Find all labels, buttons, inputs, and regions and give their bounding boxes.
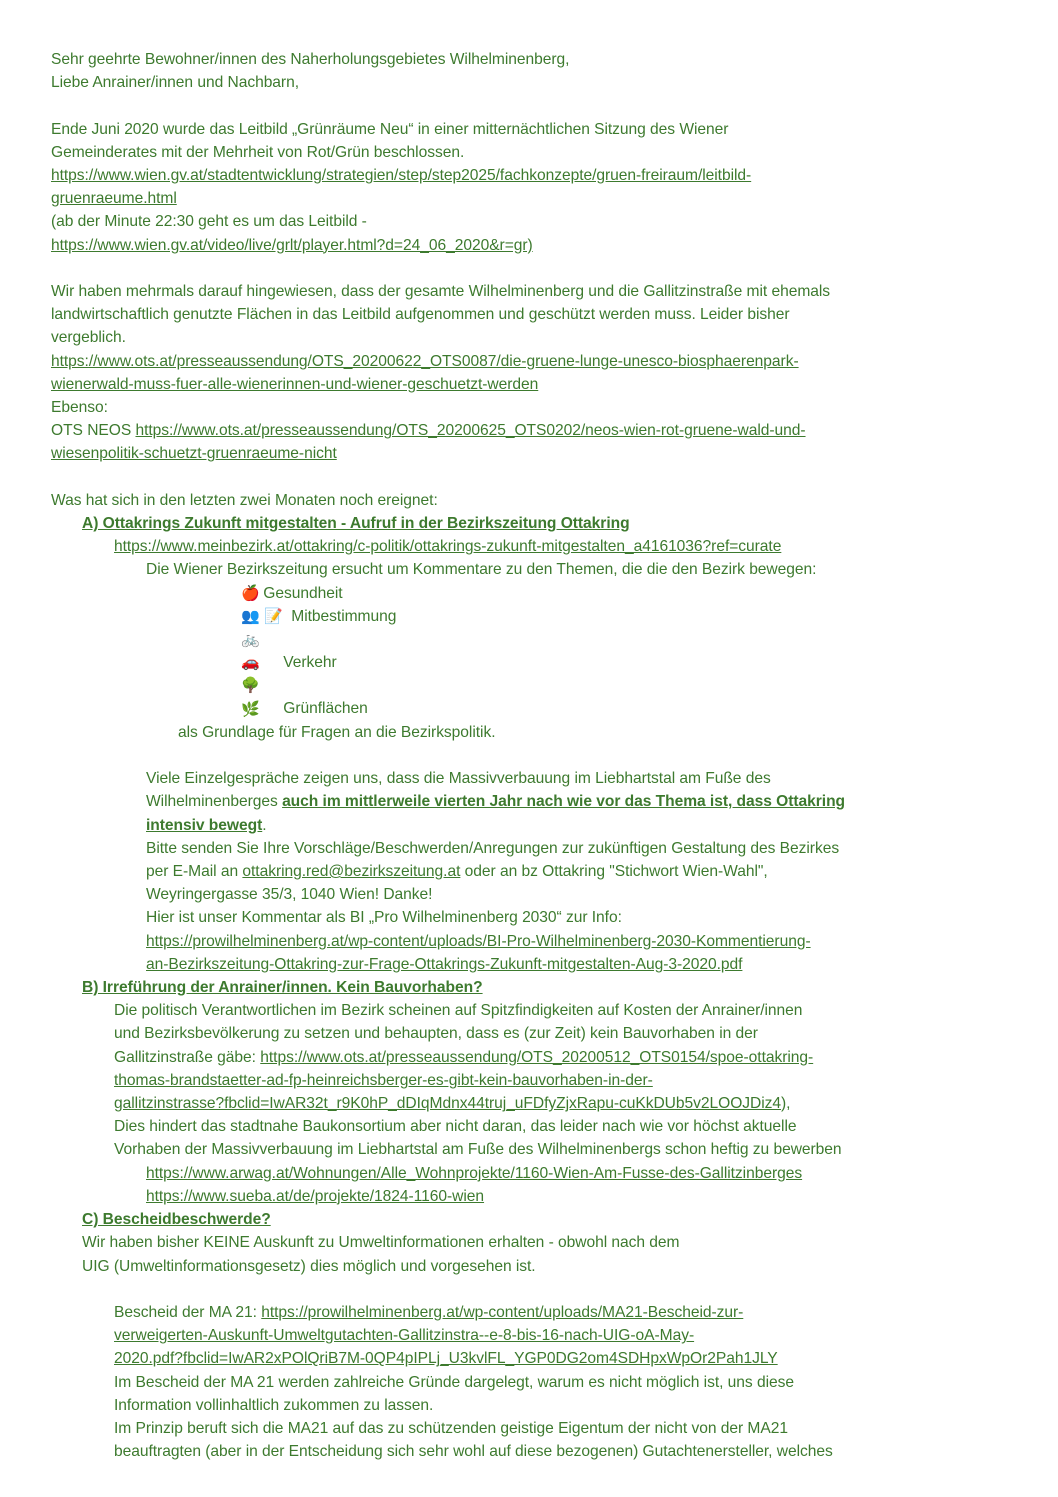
ots-link-2-part-2[interactable]: wiesenpolitik-schuetzt-gruenraeume-nicht (51, 445, 337, 463)
bike-car-icon: 🚲 🚗 (241, 630, 260, 672)
leitbild-link-part-2[interactable]: gruenraeume.html (51, 190, 177, 208)
bescheid-label: Bescheid der MA 21: (114, 1303, 257, 1321)
section-a-p7: Hier ist unser Kommentar als BI „Pro Wilhelminenberg 2030“ zur Info: (146, 909, 622, 927)
intro-text-2: Gemeinderates mit der Mehrheit von Rot/Grün beschlossen. (51, 143, 465, 161)
apple-icon: 🍎 (241, 583, 260, 602)
section-c-heading: C) Bescheidbeschwerde? (82, 1211, 271, 1229)
section-c-l4: Information vollinhaltlich zukommen zu lassen. (114, 1396, 434, 1414)
section-b-l5: Vorhaben der Massivverbauung im Liebhartstal am Fuße des Wilhelminenbergs schon heftig zu bewerben (114, 1141, 842, 1159)
para2-text-2: landwirtschaftlich genutzte Flächen in das Leitbild aufgenommen und geschützt werden muss. Leider bisher (51, 306, 790, 324)
topic-gruenflaechen (241, 674, 1011, 720)
ots-neos-label: OTS NEOS (51, 422, 132, 440)
tree-leaf-icon: 🌳 🌿 (241, 676, 260, 718)
intro-text-1: Ende Juni 2020 wurde das Leitbild „Grünräume Neu“ in einer mitternächtlichen Sitzung des Wiener (51, 120, 729, 138)
bi-comment-link-part-1[interactable]: https://prowilhelminenberg.at/wp-content/uploads/BI-Pro-Wilhelminenberg-2030-Kommentierung- (146, 932, 811, 950)
topic-label: Verkehr (283, 654, 337, 672)
leitbild-link-part-1[interactable]: https://www.wien.gv.at/stadtentwicklung/strategien/step/step2025/fachkonzepte/gruen-freiraum/leitbild- (51, 167, 752, 184)
ma21-bescheid-link-part-2[interactable]: verweigerten-Auskunft-Umweltgutachten-Gallitzinstra--e-8-bis-16-nach-UIG-oA-May- (114, 1327, 695, 1345)
ots-link-1-part-2[interactable]: wienerwald-muss-fuer-alle-wienerinnen-und-wiener-geschuetzt-werden (51, 375, 539, 393)
section-c-l2: UIG (Umweltinformationsgesetz) dies möglich und vorgesehen ist. (82, 1257, 536, 1275)
topic-verkehr (241, 628, 1011, 674)
people-notepad-icon: 👥 📝 (241, 606, 283, 625)
section-a-request: Die Wiener Bezirkszeitung ersucht um Kommentare zu den Themen, die die den Bezirk bewegen: (146, 561, 817, 579)
section-a-p1: Viele Einzelgespräche zeigen uns, dass die Massivverbauung im Liebhartstal am Fuße des (146, 770, 771, 788)
section-b-l3: Gallitzinstraße gäbe: (114, 1048, 256, 1066)
ma21-bescheid-link-part-1[interactable]: https://prowilhelminenberg.at/wp-content/uploads/MA21-Bescheid-zur- (261, 1303, 744, 1321)
ebenso-text: Ebenso: (51, 399, 108, 417)
section-a-heading: A) Ottakrings Zukunft mitgestalten - Aufruf in der Bezirkszeitung Ottakring (82, 515, 630, 533)
section-a-p5a: per E-Mail an (146, 863, 239, 881)
section-b-l1: Die politisch Verantwortlichen im Bezirk scheinen auf Spitzfindigkeiten auf Kosten der Anrainer/innen (114, 1002, 803, 1020)
section-b-heading: B) Irreführung der Anrainer/innen. Kein Bauvorhaben? (82, 979, 483, 997)
events-intro: Was hat sich in den letzten zwei Monaten noch ereignet: (51, 491, 438, 509)
sueba-link[interactable]: https://www.sueba.at/de/projekte/1824-1160-wien (146, 1187, 485, 1205)
bi-comment-link-part-2[interactable]: an-Bezirkszeitung-Ottakring-zur-Frage-Ottakrings-Zukunft-mitgestalten-Aug-3-2020.pdf (146, 955, 743, 973)
section-b-l4: Dies hindert das stadtnahe Baukonsortium aber nicht daran, das leider nach wie vor höchst aktuelle (114, 1118, 797, 1136)
topic-label: Mitbestimmung (291, 607, 397, 625)
para2-text-1: Wir haben mehrmals darauf hingewiesen, dass der gesamte Wilhelminenberg und die Gallitzinstraße mit ehemals (51, 283, 831, 300)
section-a-basis: als Grundlage für Fragen an die Bezirkspolitik. (178, 723, 496, 741)
section-a-p2: Wilhelminenberges (146, 793, 278, 811)
topic-label: Gesundheit (263, 584, 343, 602)
email-link[interactable]: ottakring.red@bezirkszeitung.at (242, 863, 461, 881)
topic-gesundheit (241, 582, 1011, 605)
para2-text-3: vergeblich. (51, 329, 126, 347)
section-c-l3: Im Bescheid der MA 21 werden zahlreiche Gründe dargelegt, warum es nicht möglich ist, uns diese (114, 1373, 794, 1391)
section-b-l2: und Bezirksbevölkerung zu setzen und behaupten, dass es (zur Zeit) kein Bauvorhaben in der (114, 1025, 758, 1043)
arwag-link[interactable]: https://www.arwag.at/Wohnungen/Alle_Wohnprojekte/1160-Wien-Am-Fusse-des-Gallitzinberges (146, 1164, 803, 1182)
section-c-l5: Im Prinzip beruft sich die MA21 auf das zu schützenden geistige Eigentum der nicht von der MA21 (114, 1419, 788, 1437)
highlight-link-part-1[interactable]: auch im mittlerweile vierten Jahr nach wie vor das Thema ist, dass Ottakring (282, 793, 846, 811)
letter-page (51, 48, 1011, 1463)
paren-close: ), (781, 1095, 791, 1113)
section-c-l6: beauftragten (aber in der Entscheidung sich sehr wohl auf diese bezogenen) Gutachtenersteller, welches (114, 1443, 833, 1461)
section-a-p4: Bitte senden Sie Ihre Vorschläge/Beschwerden/Anregungen zur zukünftigen Gestaltung des Bezirkes (146, 839, 840, 857)
greeting-line-2: Liebe Anrainer/innen und Nachbarn, (51, 74, 299, 92)
ots-link-2-part-1[interactable]: https://www.ots.at/presseaussendung/OTS_20200625_OTS0202/neos-wien-rot-gruene-wald-und- (135, 422, 806, 440)
section-c-l1: Wir haben bisher KEINE Auskunft zu Umweltinformationen erhalten - obwohl nach dem (82, 1234, 680, 1252)
section-a-p5b: oder an bz Ottakring "Stichwort Wien-Wahl", (464, 863, 768, 881)
topic-mitbestimmung (241, 605, 1011, 628)
video-link[interactable]: https://www.wien.gv.at/video/live/grlt/player.html?d=24_06_2020&r=gr) (51, 236, 533, 254)
intro-text-3: (ab der Minute 22:30 geht es um das Leitbild - (51, 213, 367, 231)
spoe-ots-link-part-3[interactable]: gallitzinstrasse?fbclid=IwAR32t_r9K0hP_dDIqMdnx44truj_uFDfyZjxRapu-cuKkDUb5v2LOOJDiz4 (114, 1095, 782, 1113)
period: . (262, 816, 267, 834)
spoe-ots-link-part-1[interactable]: https://www.ots.at/presseaussendung/OTS_20200512_OTS0154/spoe-ottakring- (260, 1048, 814, 1066)
topic-label: Grünflächen (283, 700, 368, 718)
spoe-ots-link-part-2[interactable]: thomas-brandstaetter-ad-fp-heinreichsberger-es-gibt-kein-bauvorhaben-in-der- (114, 1071, 653, 1089)
ots-link-1-part-1[interactable]: https://www.ots.at/presseaussendung/OTS_20200622_OTS0087/die-gruene-lunge-unesco-biosphaerenpark- (51, 352, 799, 370)
greeting-line-1: Sehr geehrte Bewohner/innen des Naherholungsgebietes Wilhelminenberg, (51, 51, 570, 68)
section-a-p6: Weyringergasse 35/3, 1040 Wien! Danke! (146, 886, 433, 904)
ma21-bescheid-link-part-3[interactable]: 2020.pdf?fbclid=IwAR2xPOlQriB7M-0QP4pIPLj_U3kvlFL_YGP0DG2om4SDHpxWpOr2Pah1JLY (114, 1350, 778, 1368)
meinbezirk-link[interactable]: https://www.meinbezirk.at/ottakring/c-politik/ottakrings-zukunft-mitgestalten_a4161036?ref=curate (114, 538, 782, 556)
highlight-link-part-2[interactable]: intensiv bewegt (146, 816, 263, 834)
